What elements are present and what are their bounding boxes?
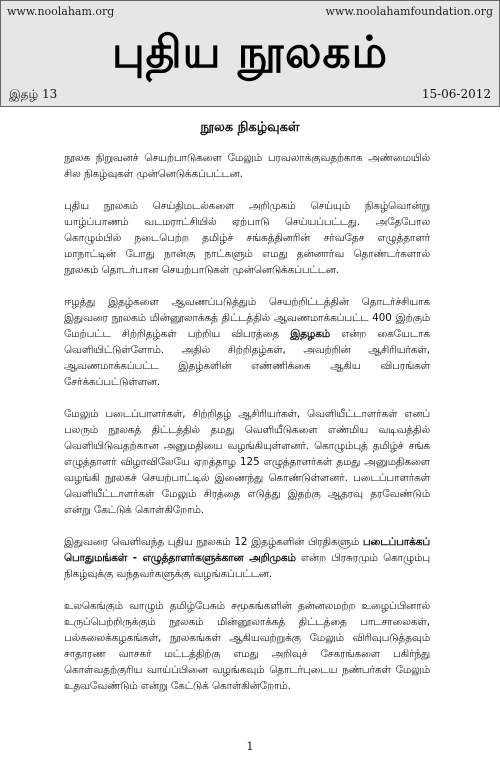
issue-date: 15-06-2012 bbox=[421, 87, 491, 101]
noolaham-foundation-url: www.noolahamfoundation.org bbox=[325, 5, 493, 18]
article-paragraph bbox=[64, 534, 430, 582]
article-paragraph bbox=[64, 150, 430, 182]
paragraph-text: என்ற கையேடாக வெளியிட்டுள்ளோம். அதில் சிற்றிதழ்கள், அவற்றின் ஆசிரியர்கள், ஆவணமாக்கப்பட்ட இதழ்களின் எண்ணிக்கை ஆகிய விபரங்கள் சேர்க்கப்பட்டுள்ளன. bbox=[64, 328, 430, 388]
paragraph-text: புதிய நூலகம் செய்திமடல்களை அறிமுகம் செய்யும் நிகழ்வொன்று யாழ்ப்பாணம் வடமராட்சியில் ஏற்பாடு செய்யப்பட்டது. அதேபோல கொழும்பில் நடைபெற்ற தமிழ்ச் சங்கத்தினரின் சர்வதேச எழுத்தாளர் மாநாட்டின் போது நான்கு நாட்களும் எமது தன்னார்வ தொண்டர்களால் நூலகம் தொடர்பான செயற்பாடுகள் முன்னெடுக்கப்பட்டன. bbox=[64, 200, 430, 276]
article-paragraph bbox=[64, 294, 430, 390]
bold-text: இதழகம் bbox=[290, 328, 331, 340]
issue-number: இதழ் 13 bbox=[9, 87, 58, 101]
paragraph-text: இதுவரை வெளிவந்த புதிய நூலகம் 12 இதழ்களின் பிரதிகளும் bbox=[64, 536, 363, 548]
paragraph-text: ஈழத்து இதழ்களை ஆவணப்படுத்தும் செயற்றிட்டத்தின் தொடர்ச்சியாக இதுவரை நூலகம் மின்னூலாக்கத் திட்டத்தில் ஆவணமாக்கப்பட்ட 400 இற்கும் மேற்பட்ட சிற்றிதழ்கள் பற்றிய விபரத்தை bbox=[64, 296, 430, 340]
newsletter-masthead: புதிய நூலகம் bbox=[111, 27, 389, 78]
article-paragraph bbox=[64, 598, 430, 694]
section-title: நூலக நிகழ்வுகள் bbox=[200, 120, 300, 135]
page-number: 1 bbox=[246, 740, 254, 753]
paragraph-text: நூலக நிறுவனச் செயற்பாடுகளை மேலும் பரவலாக்குவதற்காக அண்மையில் சில நிகழ்வுகள் முன்னெடுக்கப்பட்டன. bbox=[64, 152, 430, 180]
paragraph-text: மேலும் படைப்பாளர்கள், சிற்றிதழ் ஆசிரியர்கள், வெளியீட்டாளர்கள் எனப் பலரும் நூலகத் திட்டத்தில் தமது வெளியீடுகளை எண்மிய வடிவத்தில் வெளியிடுவதற்கான அனுமதியை வழங்கியுள்ளனர். கொழும்புத் தமிழ்ச் சங்க எழுத்தாளர் விழாவிலேயே ஏறத்தாழ 125 எழுத்தாளர்கள் தமது அனுமதிகளை வழங்கி நூலகச் செயற்பாட்டில் இணைந்து கொண்டுள்ளனர். படைப்பாளர்கள் வெளியீட்டாளர்கள் மேலும் சிரத்தை எடுத்து இதற்கு ஆதரவு தரவேண்டும் என்று கேட்டுக் கொள்கிறோம். bbox=[64, 408, 430, 516]
paragraph-text: உலகெங்கும் வாழும் தமிழ்பேசும் சமூகங்களின் தன்னலமற்ற உழைப்பினால் உருப்பெற்றிருக்கும் நூலகம் மின்னூலாக்கத் திட்டத்தை பாடசாலைகள், பல்கலைக்கழகங்கள், நூலகங்கள் ஆகியவற்றுக்கு மேலும் விரிவுபடுத்தவும் சாதாரண வாசகர் மட்டத்திற்கு எமது அறிவுச் சேகரங்களை பகிர்ந்து கொள்வதற்குரிய வாய்ப்பினை வழங்கவும் தொடர்புடைய நண்பர்கள் மேலும் உதவவேண்டும் என்று கேட்டுக் கொள்கின்றோம். bbox=[64, 600, 430, 692]
noolaham-url: www.noolaham.org bbox=[7, 5, 115, 18]
newsletter-header bbox=[0, 0, 500, 107]
paragraph-text: என்ற பிரசுரமும் கொழும்பு நிகழ்வுக்கு வந்தவர்களுக்கு வழங்கப்பட்டன. bbox=[64, 552, 430, 580]
article-paragraph bbox=[64, 198, 430, 278]
article-body bbox=[64, 150, 430, 710]
bold-text: படைப்பாக்கப் பொதுமங்கள் - எழுத்தாளர்களுக்கான அறிமுகம் bbox=[64, 536, 430, 564]
article-paragraph bbox=[64, 406, 430, 518]
